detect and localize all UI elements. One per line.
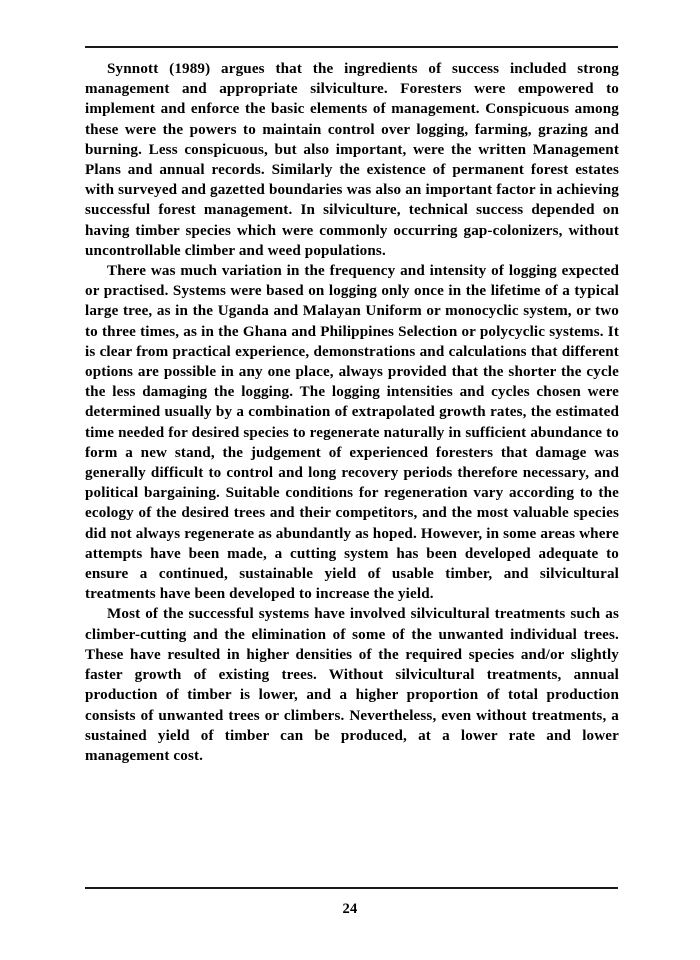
paragraph: Most of the successful systems have involved silvicultural treatments such as climber-cutting and the elimination of some of the unwanted individual trees. These have resulted in higher densities of the required species and/or slightly faster growth of existing trees. Without silvicultural treatments, annual production of timber is lower, and a higher proportion of total production consists of unwanted trees or climbers. Nevertheless, even without treatments, a sustained yield of timber can be produced, at a lower rate and lower management cost. [85, 606, 619, 764]
paragraph: Synnott (1989) argues that the ingredients of success included strong management and appropriate silviculture. Foresters were empowered to implement and enforce the basic elements of management. Conspicuous among these were the powers to maintain control over logging, farming, grazing and burning. Less conspicuous, but also important, were the written Management Plans and annual records. Similarly the existence of permanent forest estates with surveyed and gazetted boundaries was also an important factor in achieving successful forest management. In silviculture, technical success depended on having timber species which were commonly occurring gap-colonizers, without uncontrollable climber and weed populations. [85, 61, 619, 259]
paragraph: There was much variation in the frequency and intensity of logging expected or practised. Systems were based on logging only once in the lifetime of a typical large tree, as in the Uganda and Malayan Uniform or monocyclic system, or two to three times, as in the Ghana and Philippines Selection or polycyclic systems. It is clear from practical experience, demonstrations and calculations that different options are possible in any one place, always provided that the shorter the cycle the less damaging the logging. The logging intensities and cycles chosen were determined usually by a combination of extrapolated growth rates, the estimated time needed for desired species to regenerate naturally in sufficient abundance to form a new stand, the judgement of experienced foresters that damage was generally difficult to control and long recovery periods therefore necessary, and political bargaining. Suitable conditions for regeneration vary according to the ecology of the desired trees and their competitors, and the most valuable species did not always regenerate as abundantly as hoped. However, in some areas where attempts have been made, a cutting system has been developed adequate to ensure a continued, sustainable yield of usable timber, and silvicultural treatments have been developed to increase the yield. [85, 263, 619, 603]
footer-rule [85, 887, 618, 889]
body-text-block [85, 59, 619, 766]
header-rule [85, 46, 618, 48]
page-number: 24 [342, 901, 358, 917]
